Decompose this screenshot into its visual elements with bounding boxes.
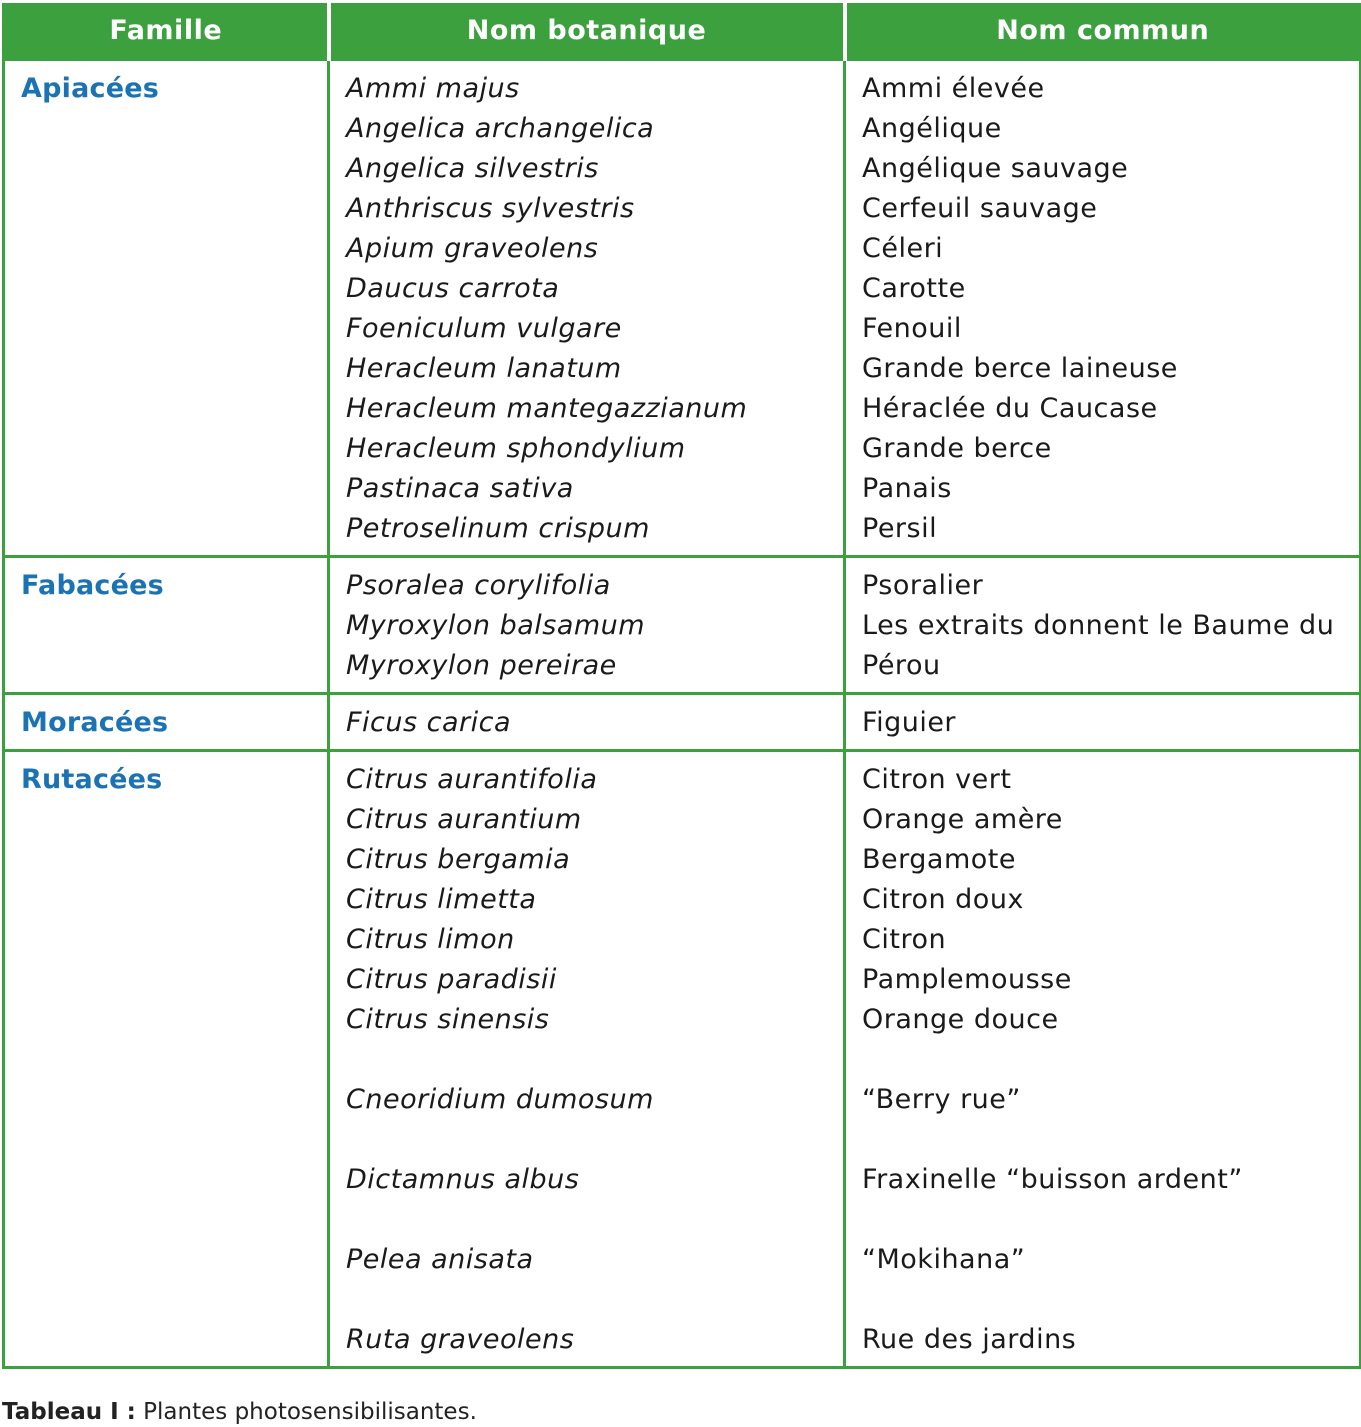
botanical-name: Heracleum sphondylium — [346, 433, 686, 464]
botanical-name: Petroselinum crispum — [346, 513, 650, 544]
common-name: Persil — [862, 513, 938, 544]
common-name: Carotte — [862, 273, 966, 304]
table-row-rutacees — [4, 751, 1361, 1368]
botanical-name: Apium graveolens — [346, 233, 599, 264]
common-cell — [845, 60, 1361, 557]
botanical-name: Angelica silvestris — [346, 153, 599, 184]
header-common-name: Nom commun — [845, 3, 1361, 60]
common-name: Ammi élevée — [862, 73, 1045, 104]
botanical-name: Pelea anisata — [346, 1244, 534, 1275]
botanical-name: Pastinaca sativa — [346, 473, 574, 504]
common-cell — [845, 694, 1361, 751]
botanical-name: Heracleum mantegazzianum — [346, 393, 748, 424]
botanical-name: Citrus limon — [346, 924, 515, 955]
botanical-name: Citrus sinensis — [346, 1004, 550, 1035]
common-name: Citron doux — [862, 884, 1024, 915]
common-cell — [845, 751, 1361, 1368]
common-name: Fenouil — [862, 313, 962, 344]
botanical-name: Foeniculum vulgare — [346, 313, 622, 344]
common-name: Citron vert — [862, 764, 1012, 795]
botanical-name: Citrus aurantifolia — [346, 764, 598, 795]
botanical-name: Citrus limetta — [346, 884, 537, 915]
botanical-cell — [329, 60, 845, 557]
botanical-name: Myroxylon pereirae — [346, 650, 617, 681]
botanical-cell — [329, 751, 845, 1368]
botanical-name: Heracleum lanatum — [346, 353, 622, 384]
common-name: Pamplemousse — [862, 964, 1072, 995]
botanical-name: Angelica archangelica — [346, 113, 655, 144]
common-name: Figuier — [862, 707, 957, 738]
botanical-name: Ruta graveolens — [346, 1324, 575, 1355]
table-row-apiacees — [4, 60, 1361, 557]
common-name: Psoralier — [862, 570, 984, 601]
table-row-fabacees — [4, 557, 1361, 694]
common-name: Fraxinelle “buisson ardent” — [862, 1164, 1243, 1195]
common-name: Cerfeuil sauvage — [862, 193, 1098, 224]
common-name: Grande berce — [862, 433, 1052, 464]
common-name: Citron — [862, 924, 947, 955]
plant-table — [2, 3, 1361, 1369]
botanical-name: Myroxylon balsamum — [346, 610, 646, 641]
table-row-moracees — [4, 694, 1361, 751]
botanical-name: Anthriscus sylvestris — [346, 193, 635, 224]
common-name: Héraclée du Caucase — [862, 393, 1158, 424]
botanical-name: Citrus bergamia — [346, 844, 571, 875]
family-cell: Fabacées — [4, 557, 329, 694]
botanical-name: Citrus aurantium — [346, 804, 582, 835]
family-cell: Apiacées — [4, 60, 329, 557]
common-name: Rue des jardins — [862, 1324, 1077, 1355]
common-name: Orange douce — [862, 1004, 1059, 1035]
common-name: Orange amère — [862, 804, 1063, 835]
botanical-name: Daucus carrota — [346, 273, 560, 304]
header-botanical-name: Nom botanique — [329, 3, 845, 60]
botanical-name: Ammi majus — [346, 73, 520, 104]
header-row — [4, 3, 1361, 60]
common-name: Grande berce laineuse — [862, 353, 1178, 384]
common-name: Bergamote — [862, 844, 1016, 875]
header-family: Famille — [4, 3, 329, 60]
caption-text: Plantes photosensibilisantes. — [143, 1399, 477, 1425]
common-name: Céleri — [862, 233, 944, 264]
botanical-name: Ficus carica — [346, 707, 512, 738]
common-cell — [845, 557, 1361, 694]
common-name: Angélique — [862, 113, 1002, 144]
family-cell: Rutacées — [4, 751, 329, 1368]
common-name: Panais — [862, 473, 952, 504]
common-name: “Berry rue” — [862, 1084, 1021, 1115]
common-name: “Mokihana” — [862, 1244, 1026, 1275]
botanical-cell — [329, 694, 845, 751]
botanical-name: Cneoridium dumosum — [346, 1084, 654, 1115]
botanical-name: Dictamnus albus — [346, 1164, 580, 1195]
caption-label: Tableau I : — [2, 1399, 136, 1425]
table-caption — [2, 1397, 477, 1427]
family-cell: Moracées — [4, 694, 329, 751]
botanical-name: Psoralea corylifolia — [346, 570, 611, 601]
botanical-name: Citrus paradisii — [346, 964, 557, 995]
common-name: Angélique sauvage — [862, 153, 1129, 184]
botanical-cell — [329, 557, 845, 694]
common-name: Les extraits donnent le Baume du Pérou — [862, 610, 1335, 681]
